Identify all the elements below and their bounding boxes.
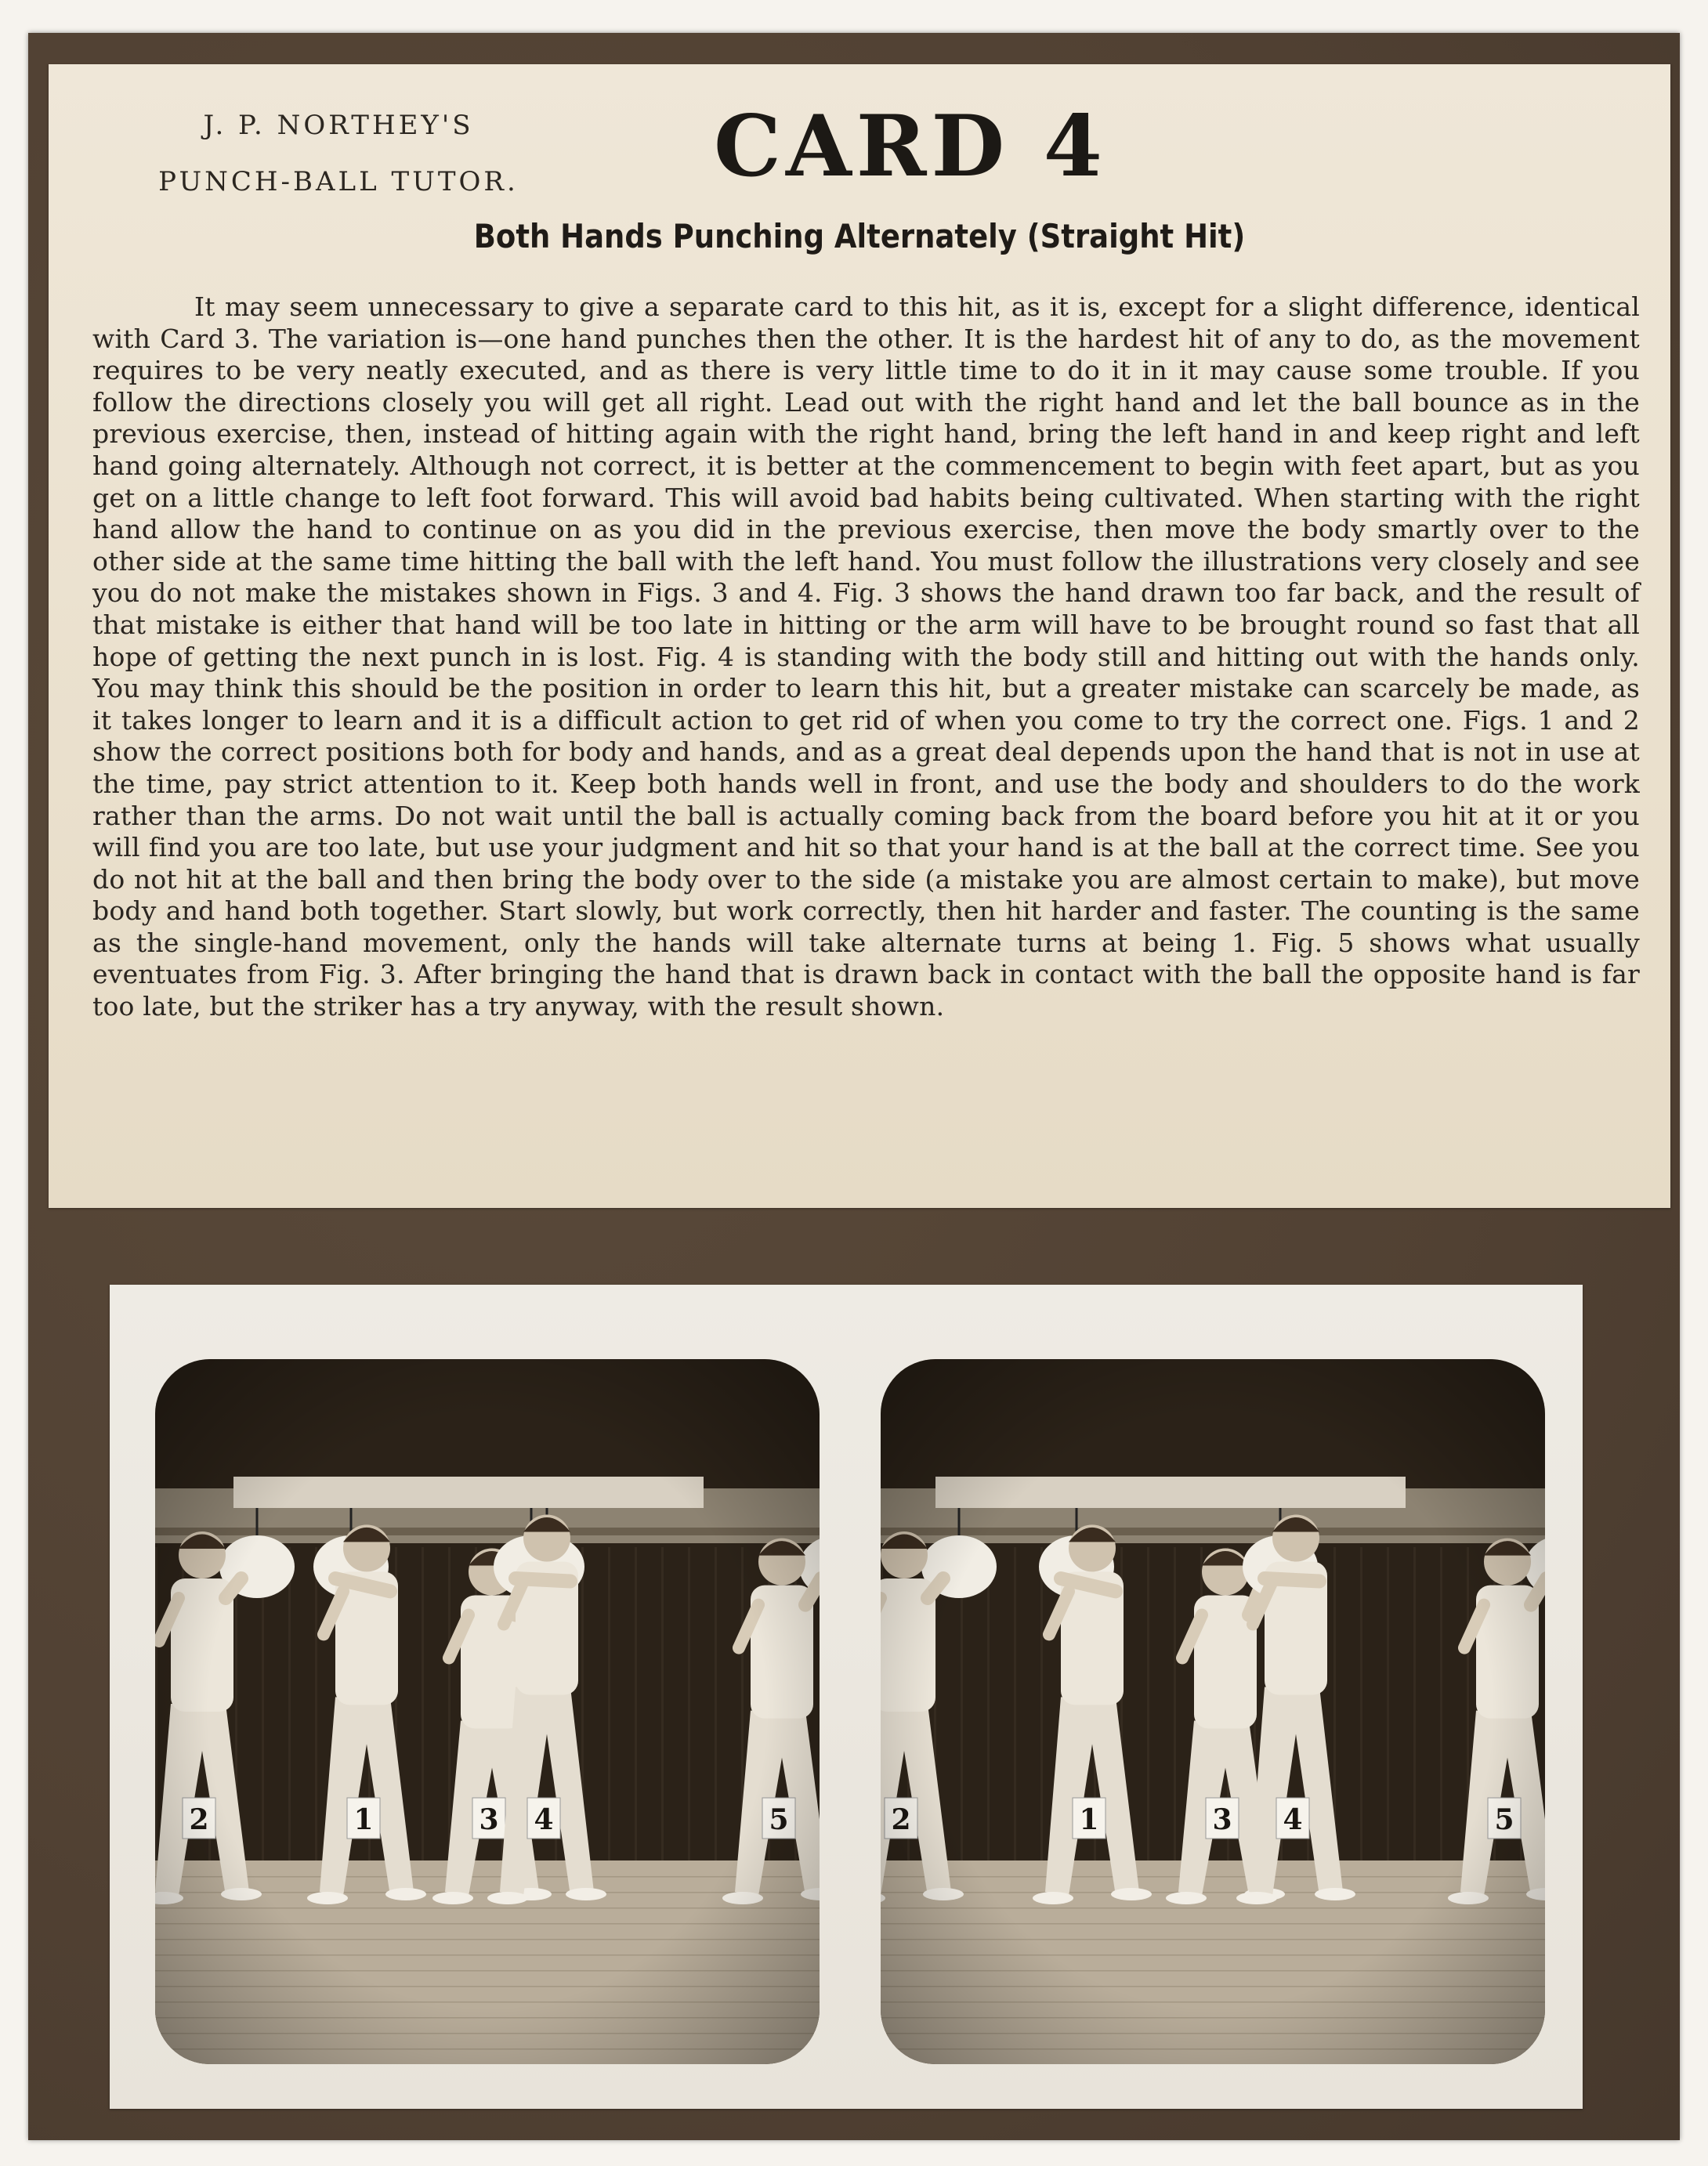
publisher-block: [135, 97, 542, 210]
photo-vignette: [155, 1359, 820, 2064]
text-card: [49, 64, 1670, 1208]
punching-scene-right: [881, 1359, 1545, 2064]
stereo-photo-left: [155, 1359, 820, 2064]
stereo-photo-right: [881, 1359, 1545, 2064]
card-title: CARD 4: [714, 97, 1107, 196]
punching-scene-left: [155, 1359, 820, 2064]
publisher-line-1: J. P. NORTHEY'S: [203, 110, 474, 141]
card-subtitle: Both Hands Punching Alternately (Straight Hit): [473, 217, 1246, 255]
instruction-paragraph: It may seem unnecessary to give a separate card to this hit, as it is, except for a slight difference, identical with Card 3. The variation is—one hand punches then the other. It is the hardest hit of any to do, as the movement requires to be very neatly executed, and as there is very little time to do it in it may cause some trouble. If you follow the directions closely you will get all right. Lead out with the right hand and let the ball bounce as in the previous exercise, then, instead of hitting again with the right hand, bring the left hand in and keep right and left hand going alternately. Although not correct, it is better at the commencement to begin with feet apart, but as you get on a little change to left foot forward. This will avoid bad habits being cultivated. When starting with the right hand allow the hand to continue on as you did in the previous exercise, then move the body smartly over to the other side at the same time hitting the ball with the left hand. You must follow the illustrations very closely and see you do not make the mistakes shown in Figs. 3 and 4. Fig. 3 shows the hand drawn too far back, and the result of that mistake is either that hand will be too late in hitting or the arm will have to be brought round so fast that all hope of getting the next punch in is lost. Fig. 4 is standing with the body still and hitting out with the hands only. You may think this should be the position in order to learn this hit, but a greater mistake can scarcely be made, as it takes longer to learn and it is a difficult action to get rid of when you come to try the correct one. Figs. 1 and 2 show the correct positions both for body and hands, and as a great deal depends upon the hand that is not in use at the time, pay strict attention to it. Keep both hands well in front, and use the body and shoulders to do the work rather than the arms. Do not wait until the ball is actually coming back from the board before you hit at it or you will find you are too late, but use your judgment and hit so that your hand is at the ball at the correct time. See you do not hit at the ball and then bring the body over to the side (a mistake you are almost certain to make), but move body and hand both together. Start slowly, but work correctly, then hit harder and faster. The counting is the same as the single-hand movement, only the hands will take alternate turns at being 1. Fig. 5 shows what usually eventuates from Fig. 3. After bringing the hand that is drawn back in contact with the ball the opposite hand is far too late, but the striker has a try anyway, with the result shown.: [92, 291, 1640, 1022]
publisher-line-2: PUNCH-BALL TUTOR.: [158, 166, 519, 197]
stereo-photo-card: [110, 1285, 1583, 2109]
photo-vignette: [881, 1359, 1545, 2064]
